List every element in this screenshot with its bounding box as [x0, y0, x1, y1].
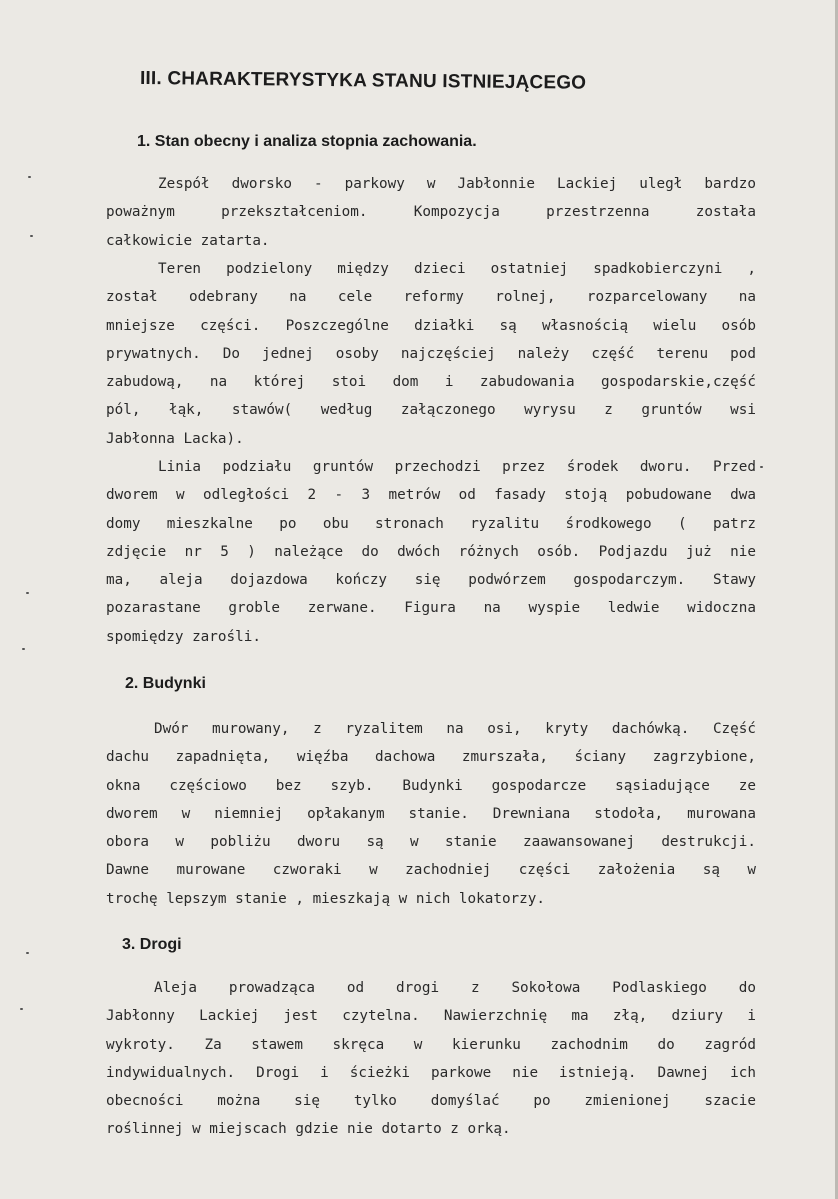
scan-speck: [30, 235, 33, 237]
page-title: III. CHARAKTERYSTYKA STANU ISTNIEJĄCEGO: [139, 68, 587, 94]
paragraph-2-1: Dwór murowany, z ryzalitem na osi, kryty dachówką. Część dachu zapadnięta, więźba dachowa zmurszała, ściany zagrzybione, okna częściowo bez szyb. Budynki gospodarcze sąsiadujące ze dworem w niemniej opłakanym stanie. Drewniana stodoła, murowana obora w pobliżu dworu są w stanie zaawansowanej destrukcji. Dawne murowane czworaki w zachodniej części założenia są w trochę lepszym stanie , mieszkają w nich lokatorzy.: [106, 721, 756, 907]
section-heading-1: 1. Stan obecny i analiza stopnia zachowania.: [137, 133, 477, 150]
scan-speck: [760, 466, 763, 468]
section-heading-2: 2. Budynki: [125, 675, 206, 692]
paragraph-1-3: Linia podziału gruntów przechodzi przez środek dworu. Przed dworem w odległości 2 - 3 metrów od fasady stoją pobudowane dwa domy mieszkalne po obu stronach ryzalitu środkowego ( patrz zdjęcie nr 5 ) należące do dwóch różnych osób. Podjazdu już nie ma, aleja dojazdowa kończy się podwórzem gospodarczym. Stawy pozarastane groble zerwane. Figura na wyspie ledwie widoczna spomiędzy zarośli.: [106, 459, 756, 645]
scan-speck: [26, 592, 29, 594]
scan-speck: [22, 648, 25, 650]
scan-speck: [26, 952, 29, 954]
section-heading-3: 3. Drogi: [122, 936, 182, 953]
scan-speck: [20, 1008, 23, 1010]
paragraph-3-1: Aleja prowadząca od drogi z Sokołowa Podlaskiego do Jabłonny Lackiej jest czytelna. Nawierzchnię ma złą, dziury i wykroty. Za stawem skręca w kierunku zachodnim do zagród indywidualnych. Drogi i ścieżki parkowe nie istnieją. Dawnej ich obecności można się tylko domyślać po zmienionej szacie roślinnej w miejscach gdzie nie dotarto z orką.: [106, 980, 756, 1138]
scan-speck: [28, 176, 31, 178]
paragraph-1-1: Zespół dworsko - parkowy w Jabłonnie Lackiej uległ bardzo poważnym przekształceniom. Kompozycja przestrzenna została całkowicie zatarta.: [106, 176, 756, 249]
paragraph-1-2: Teren podzielony między dzieci ostatniej spadkobierczyni , został odebrany na cele reformy rolnej, rozparcelowany na mniejsze części. Poszczególne działki są własnością wielu osób prywatnych. Do jednej osoby najczęściej należy część terenu pod zabudową, na której stoi dom i zabudowania gospodarskie,część pól, łąk, stawów( według załączonego wyrysu z gruntów wsi Jabłonna Lacka).: [106, 261, 756, 447]
